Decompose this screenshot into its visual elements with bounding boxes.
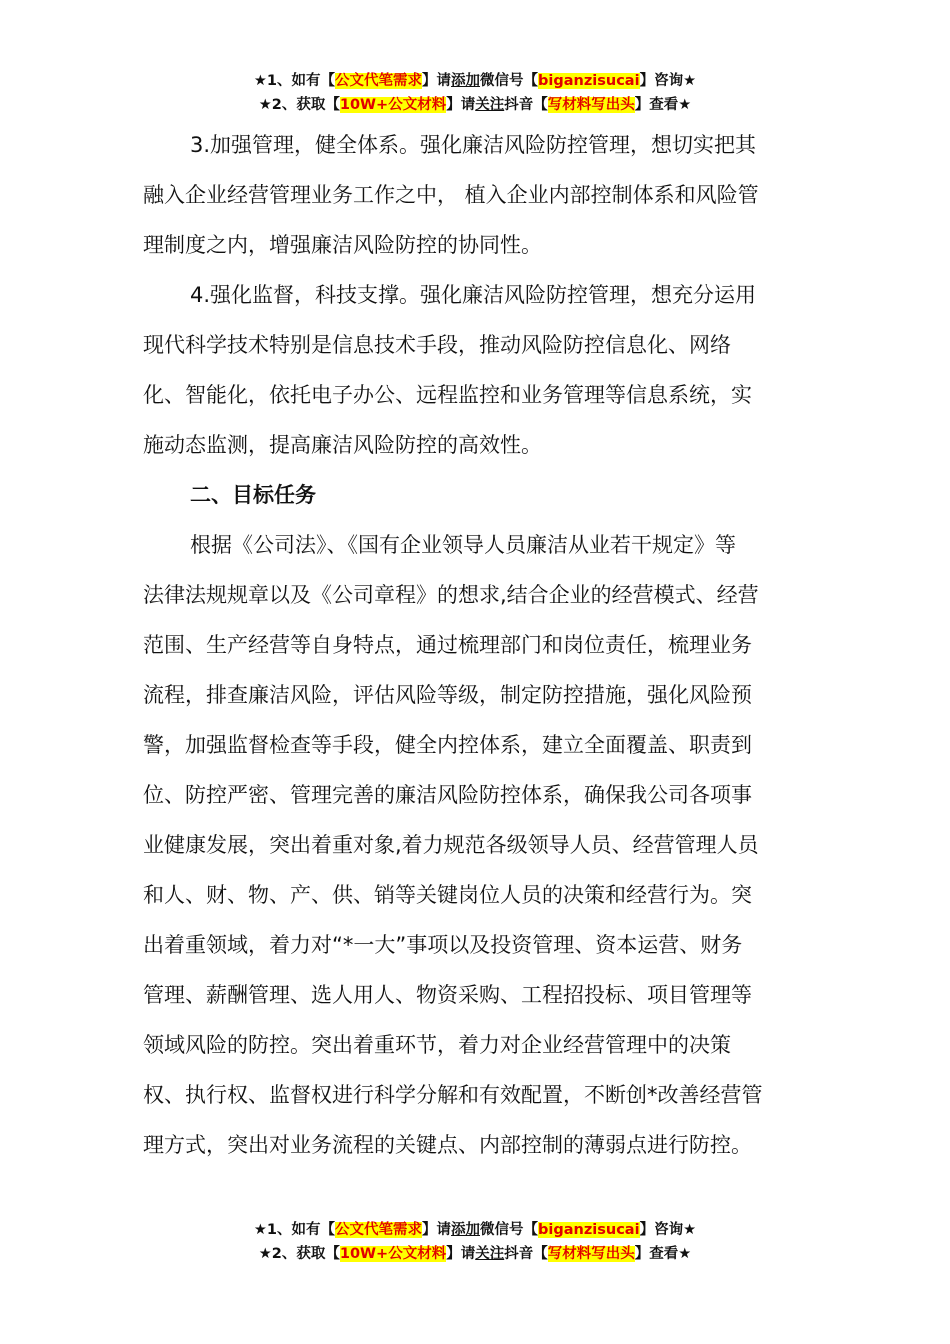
banner-text: 】请 <box>446 97 476 113</box>
banner-highlight: 10W+公文材料 <box>339 97 447 113</box>
text-line: 流程，排查廉洁风险，评估风险等级，制定防控措施，强化风险预 <box>143 683 752 707</box>
banner-text: 2、获取【 <box>271 1246 340 1262</box>
star-icon: ★ <box>678 1246 692 1262</box>
text-line: 位、防控严密、管理完善的廉洁风险防控体系，确保我公司各项事 <box>143 783 752 807</box>
banner-text: 1、如有【 <box>266 1222 336 1238</box>
banner-line-2 <box>0 1242 950 1266</box>
banner-text: 1、如有【 <box>266 73 336 89</box>
banner-emphasis: 添加 <box>451 73 481 89</box>
banner-line-1 <box>0 69 950 93</box>
footer-banner <box>0 1218 950 1266</box>
text-line: 权、执行权、监督权进行科学分解和有效配置，不断创*改善经营管 <box>143 1083 763 1107</box>
heading-text: 二、目标任务 <box>190 483 316 507</box>
banner-text: 】咨询 <box>639 1222 684 1238</box>
section-heading <box>143 470 808 520</box>
header-banner <box>0 69 950 117</box>
banner-emphasis: 关注 <box>475 1246 505 1262</box>
star-icon: ★ <box>253 73 267 89</box>
banner-text: 抖音【 <box>504 1246 548 1262</box>
banner-line-1 <box>0 1218 950 1242</box>
text-line: 警，加强监督检查等手段，健全内控体系，建立全面覆盖、职责到 <box>143 733 752 757</box>
banner-highlight: 公文代笔需求 <box>335 1222 423 1238</box>
text-line: 和人、财、物、产、供、销等关键岗位人员的决策和经营行为。突 <box>143 883 752 907</box>
star-icon: ★ <box>683 73 697 89</box>
text-line: 理方式，突出对业务流程的关键点、内部控制的薄弱点进行防控。 <box>143 1133 752 1157</box>
banner-text: 抖音【 <box>504 97 548 113</box>
text-line: 根据《公司法》、《国有企业领导人员廉洁从业若干规定》等 <box>190 533 736 557</box>
text-line: 4.强化监督，科技支撑。强化廉洁风险防控管理，想充分运用 <box>190 283 757 307</box>
douyin-account: 写材料写出头 <box>547 97 635 113</box>
text-line: 施动态监测，提高廉洁风险防控的高效性。 <box>143 433 542 457</box>
banner-text: 】请 <box>446 1246 476 1262</box>
banner-emphasis: 添加 <box>451 1222 481 1238</box>
banner-text: 】请 <box>422 1222 452 1238</box>
document-body <box>143 120 808 1170</box>
text-line: 3.加强管理，健全体系。强化廉洁风险防控管理，想切实把其 <box>190 133 757 157</box>
star-icon: ★ <box>683 1222 697 1238</box>
paragraph-strengthen-management <box>143 120 808 270</box>
star-icon: ★ <box>258 1246 272 1262</box>
banner-text: 微信号【 <box>480 73 539 89</box>
banner-text: 】请 <box>422 73 452 89</box>
banner-line-2 <box>0 93 950 117</box>
banner-text: 微信号【 <box>480 1222 539 1238</box>
text-line: 化、智能化，依托电子办公、远程监控和业务管理等信息系统，实 <box>143 383 752 407</box>
text-line: 范围、生产经营等自身特点，通过梳理部门和岗位责任，梳理业务 <box>143 633 752 657</box>
text-line: 现代科学技术特别是信息技术手段，推动风险防控信息化、网络 <box>143 333 731 357</box>
star-icon: ★ <box>253 1222 267 1238</box>
star-icon: ★ <box>258 97 272 113</box>
banner-text: 】查看 <box>634 97 679 113</box>
text-line: 融入企业经营管理业务工作之中， 植入企业内部控制体系和风险管 <box>143 183 759 207</box>
douyin-account: 写材料写出头 <box>547 1246 635 1262</box>
text-line: 领域风险的防控。突出着重环节，着力对企业经营管理中的决策 <box>143 1033 731 1057</box>
banner-emphasis: 关注 <box>475 97 505 113</box>
banner-text: 】查看 <box>634 1246 679 1262</box>
banner-highlight: 公文代笔需求 <box>335 73 423 89</box>
text-line: 管理、薪酬管理、选人用人、物资采购、工程招投标、项目管理等 <box>143 983 752 1007</box>
wechat-id: biganzisucai <box>538 73 640 89</box>
text-line: 法律法规规章以及《公司章程》的想求,结合企业的经营模式、经营 <box>143 583 759 607</box>
text-line: 业健康发展，突出着重对象,着力规范各级领导人员、经营管理人员 <box>143 833 759 857</box>
text-line: 出着重领域，着力对“*一大”事项以及投资管理、资本运营、财务 <box>143 933 743 957</box>
text-line: 理制度之内，增强廉洁风险防控的协同性。 <box>143 233 542 257</box>
star-icon: ★ <box>678 97 692 113</box>
wechat-id: biganzisucai <box>538 1222 640 1238</box>
banner-text: 】咨询 <box>639 73 684 89</box>
paragraph-target-tasks <box>143 520 808 1170</box>
banner-text: 2、获取【 <box>271 97 340 113</box>
banner-highlight: 10W+公文材料 <box>339 1246 447 1262</box>
paragraph-strengthen-supervision <box>143 270 808 470</box>
